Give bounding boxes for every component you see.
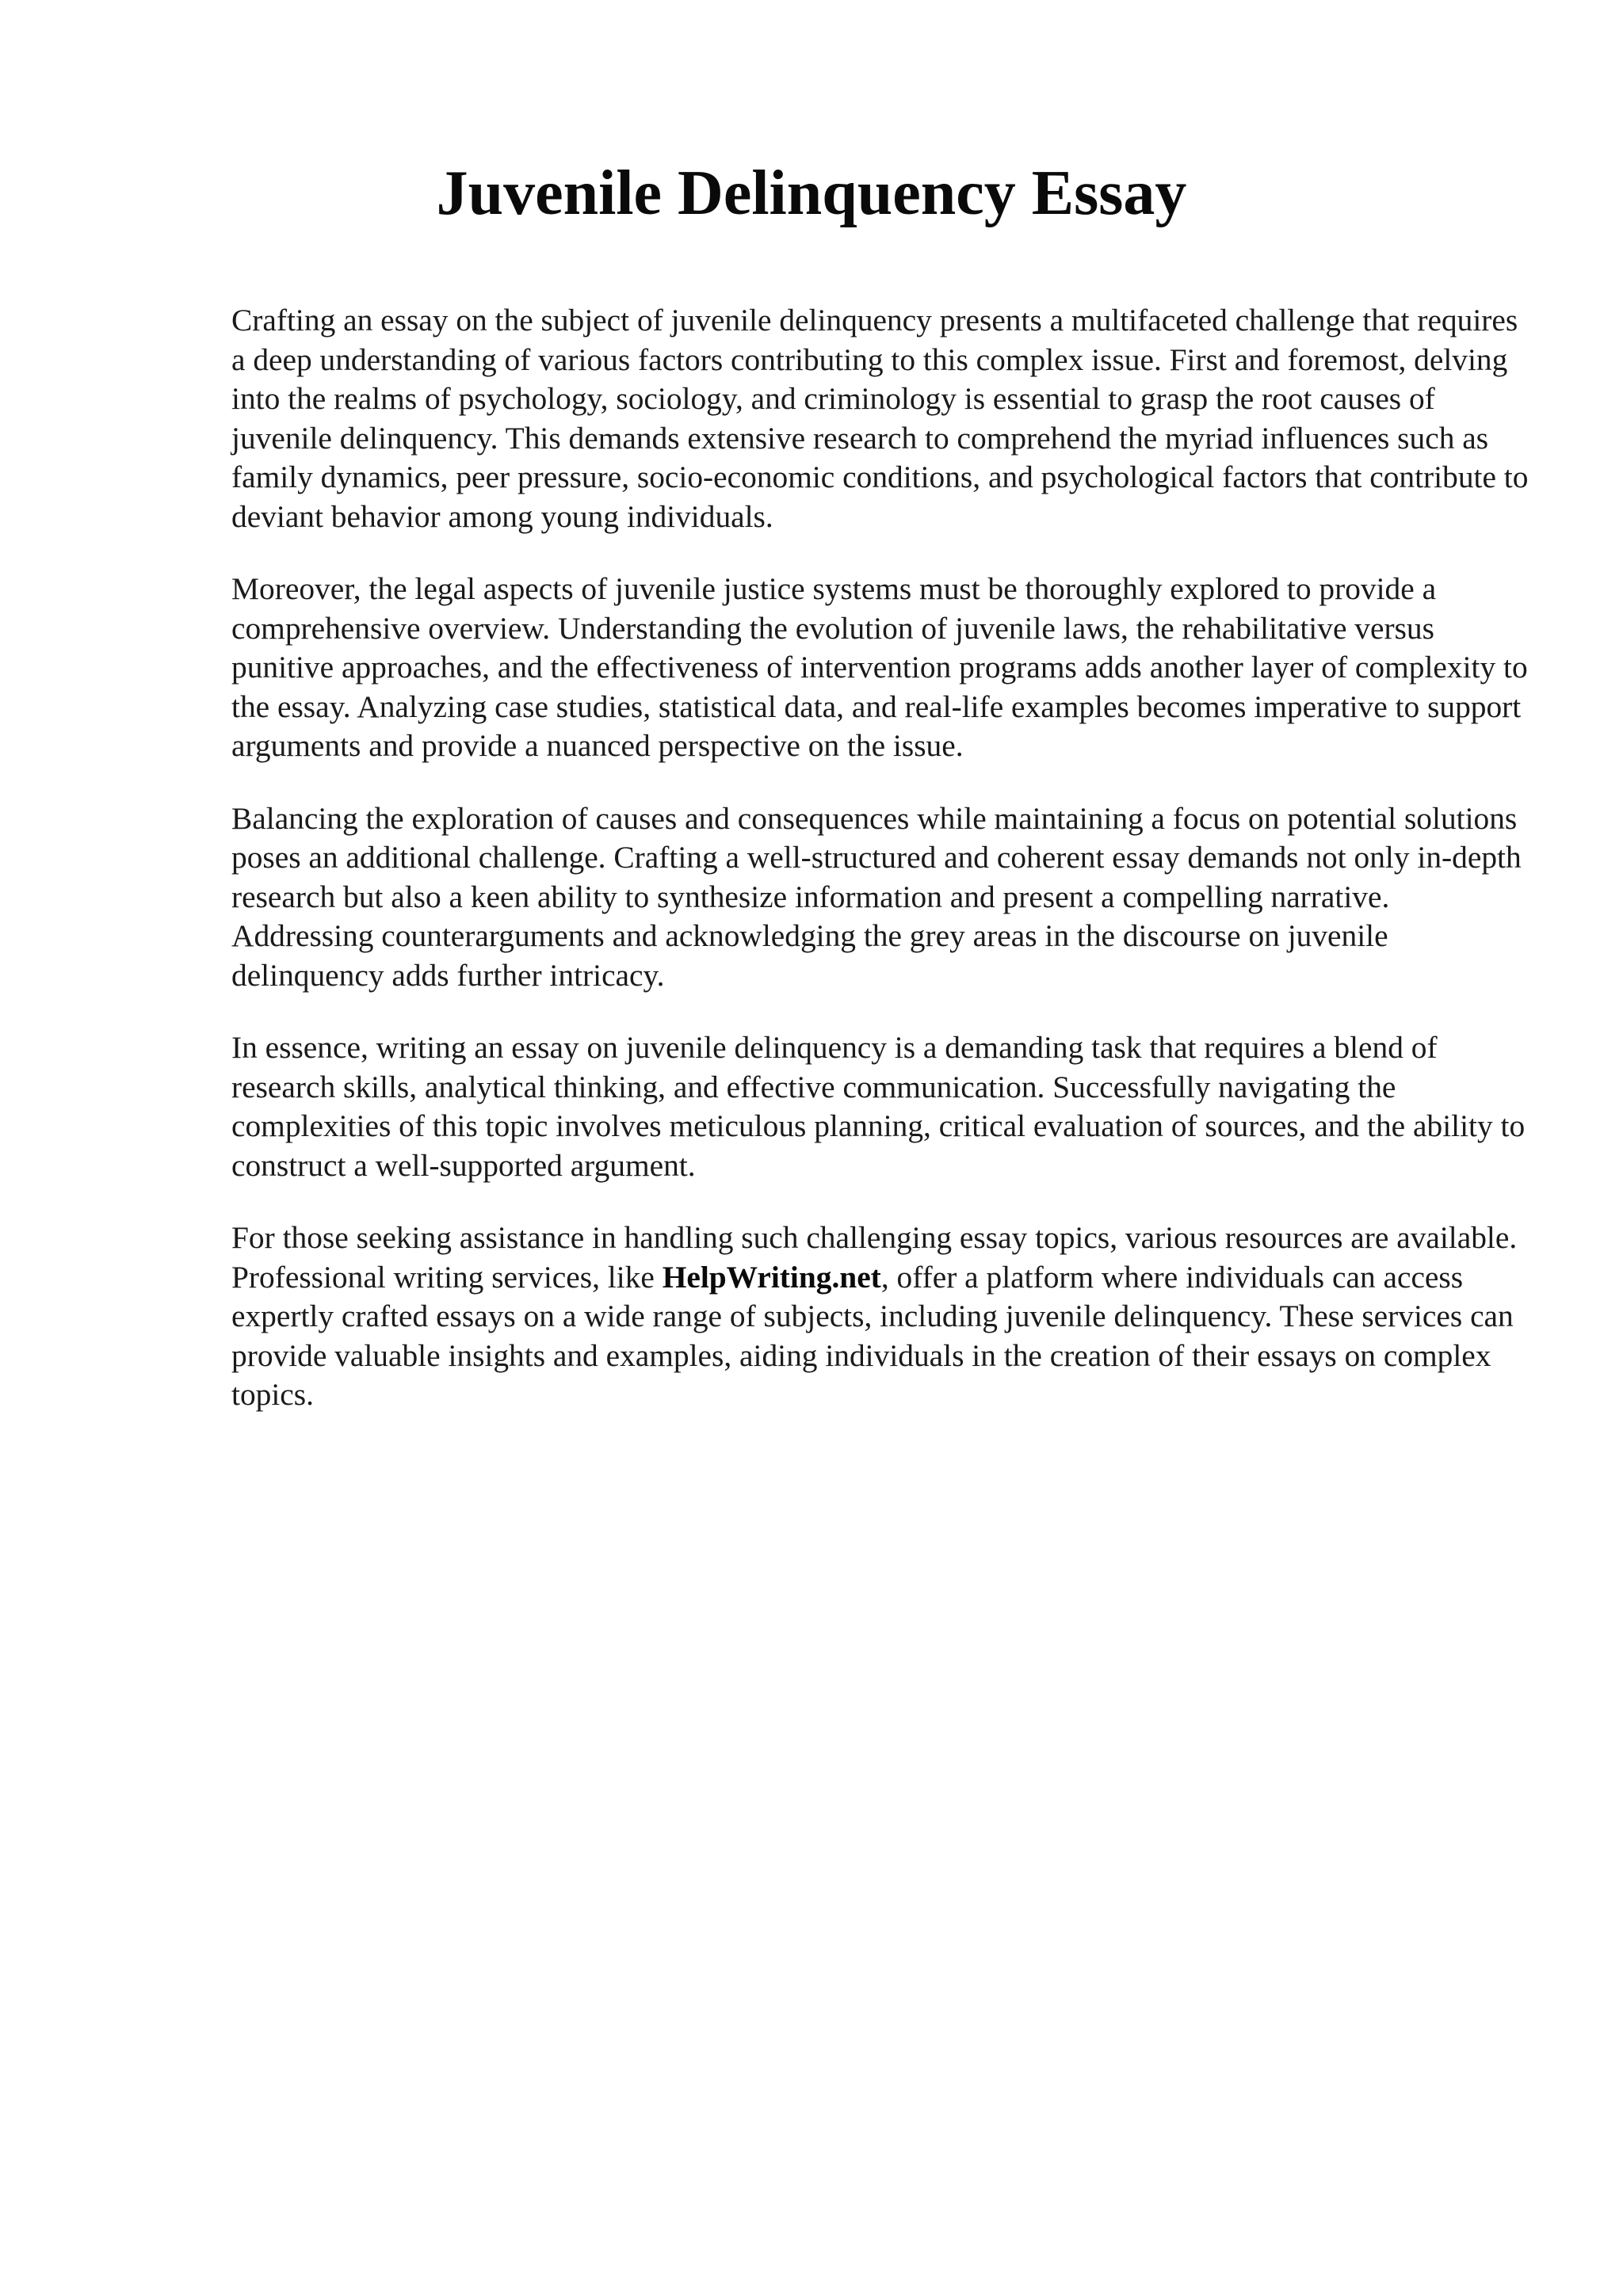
essay-body <box>231 301 1531 1448</box>
service-link[interactable]: HelpWriting.net <box>662 1259 881 1295</box>
paragraph-2: Moreover, the legal aspects of juvenile justice systems must be thoroughly explored to provide a comprehensive overview. Understanding the evolution of juvenile laws, the rehabilitative versus punitive approaches, and the effectiveness of intervention programs adds another layer of complexity to the essay. Analyzing case studies, statistical data, and real-life examples becomes imperative to support arguments and provide a nuanced perspective on the issue. <box>231 571 1528 763</box>
paragraph-3: Balancing the exploration of causes and consequences while maintaining a focus on potential solutions poses an additional challenge. Crafting a well-structured and coherent essay demands not only in-depth research but also a keen ability to synthesize information and present a compelling narrative. Addressing counterarguments and acknowledging the grey areas in the discourse on juvenile delinquency adds further intricacy. <box>231 800 1522 993</box>
paragraph-4: In essence, writing an essay on juvenile delinquency is a demanding task that requires a blend of research skills, analytical thinking, and effective communication. Successfully navigating the complexities of this topic involves meticulous planning, critical evaluation of sources, and the ability to construct a well-supported argument. <box>231 1030 1526 1183</box>
page-title: Juvenile Delinquency Essay <box>436 158 1187 228</box>
paragraph-5-tail: , offer a platform where individuals can access expertly crafted essays on a wide range of subjects, including juvenile delinquency. These services can provide valuable insights and examples, aiding individuals in the creation of their essays on complex topics. <box>231 1259 1514 1412</box>
paragraph-1: Crafting an essay on the subject of juvenile delinquency presents a multifaceted challenge that requires a deep understanding of various factors contributing to this complex issue. First and foremost, delving into the realms of psychology, sociology, and criminology is essential to grasp the root causes of juvenile delinquency. This demands extensive research to comprehend the myriad influences such as family dynamics, peer pressure, socio-economic conditions, and psychological factors that contribute to deviant behavior among young individuals. <box>231 303 1529 534</box>
paragraph-5 <box>231 1219 1531 1415</box>
paragraph-5-lead: For those seeking assistance in handling such challenging essay topics, various resources are available. Professional writing services, like <box>231 1220 1518 1295</box>
